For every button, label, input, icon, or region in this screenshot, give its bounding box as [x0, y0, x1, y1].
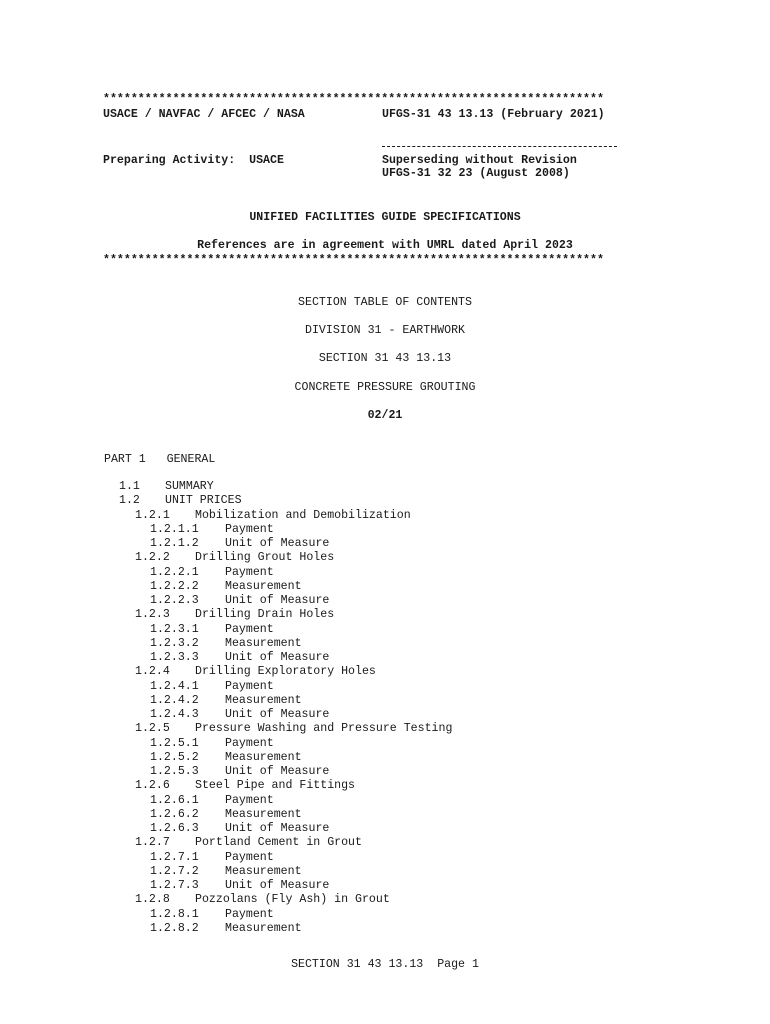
toc-entry-title: Unit of Measure — [225, 537, 330, 550]
toc-entry-number: 1.2.1.2 — [150, 537, 199, 550]
toc-entry-title: Pozzolans (Fly Ash) in Grout — [195, 893, 390, 907]
toc-entry-number: 1.2.3 — [135, 608, 170, 622]
toc-entry-number: 1.1 — [119, 480, 140, 493]
header-dashed-rule — [382, 146, 617, 147]
section-name-heading: CONCRETE PRESSURE GROUTING — [294, 381, 476, 394]
toc-entry-number: 1.2.7.1 — [150, 850, 199, 864]
toc-entry-number: 1.2.5.3 — [150, 765, 199, 778]
toc-entry-number: 1.2.5.1 — [150, 736, 199, 750]
preparing-activity-label: Preparing Activity: — [103, 154, 236, 167]
toc-entry-title: Payment — [225, 850, 274, 864]
toc-entry-title: Portland Cement in Grout — [195, 836, 362, 850]
part-number: PART 1 — [104, 453, 146, 466]
section-heading: SECTION 31 43 13.13 — [318, 352, 452, 365]
superseded-ufgs: UFGS-31 32 23 (August 2008) — [382, 167, 570, 180]
section-toc-heading: SECTION TABLE OF CONTENTS — [298, 296, 472, 309]
toc-entry-title: Measurement — [225, 693, 302, 707]
toc-entry-number: 1.2.6.1 — [150, 793, 199, 807]
toc-entry-title: Unit of Measure — [225, 594, 330, 607]
toc-entry-number: 1.2.2.3 — [150, 594, 199, 607]
toc-entry-number: 1.2.7.2 — [150, 864, 199, 878]
toc-entry-number: 1.2.1 — [135, 508, 170, 522]
superseding-note: Superseding without Revision — [382, 154, 577, 167]
header-top-stars: ************************************************************************ — [103, 93, 604, 106]
toc-entry-title: Payment — [225, 522, 274, 536]
toc-entry-title: Payment — [225, 679, 274, 693]
toc-entry-title: Payment — [225, 622, 274, 636]
toc-entry-title: Payment — [225, 907, 274, 921]
toc-entry-number: 1.2.4.2 — [150, 693, 199, 707]
toc-entry-number: 1.2.6.3 — [150, 822, 199, 835]
toc-entry-title: SUMMARY — [165, 480, 214, 493]
toc-entry-number: 1.2.3.2 — [150, 636, 199, 650]
toc-entry-title: Measurement — [225, 921, 302, 935]
toc-entry-title: Unit of Measure — [225, 822, 330, 835]
toc-entry-number: 1.2.1.1 — [150, 522, 199, 536]
footer-page: Page 1 — [437, 958, 479, 971]
toc-entry-number: 1.2.5 — [135, 722, 170, 736]
references-note: References are in agreement with UMRL dated April 2023 — [197, 239, 573, 252]
toc-entry-number: 1.2 — [119, 494, 140, 508]
toc-entry-number: 1.2.5.2 — [150, 750, 199, 764]
ufgs-number: UFGS-31 43 13.13 (February 2021) — [382, 108, 605, 121]
toc-entry-number: 1.2.7 — [135, 836, 170, 850]
document-title: UNIFIED FACILITIES GUIDE SPECIFICATIONS — [249, 211, 521, 224]
toc-entry-title: Unit of Measure — [225, 708, 330, 721]
toc-entry-title: Unit of Measure — [225, 651, 330, 664]
page-footer — [0, 958, 770, 972]
toc-entry-title: Steel Pipe and Fittings — [195, 779, 356, 793]
toc-entry-number: 1.2.4.1 — [150, 679, 199, 693]
toc-entry-title: Drilling Drain Holes — [195, 608, 335, 622]
toc-entry-title: Measurement — [225, 579, 302, 593]
toc-entry-title: Measurement — [225, 807, 302, 821]
division-heading: DIVISION 31 - EARTHWORK — [304, 324, 466, 337]
toc-entry-number: 1.2.6.2 — [150, 807, 199, 821]
toc-entry-number: 1.2.4.3 — [150, 708, 199, 721]
toc-entry-number: 1.2.7.3 — [150, 879, 199, 892]
toc-entry-title: Unit of Measure — [225, 765, 330, 778]
section-date: 02/21 — [367, 409, 403, 422]
part-title: GENERAL — [166, 453, 216, 466]
agencies-label: USACE / NAVFAC / AFCEC / NASA — [103, 108, 305, 121]
toc-entry-title: Payment — [225, 565, 274, 579]
part-heading — [104, 453, 215, 467]
toc-entry-number: 1.2.2.1 — [150, 565, 199, 579]
toc-entry-number: 1.2.2 — [135, 551, 170, 565]
preparing-activity — [103, 154, 284, 168]
toc-entry-number: 1.2.2.2 — [150, 579, 199, 593]
toc-entry-number: 1.2.8 — [135, 893, 170, 907]
toc-entry-title: Payment — [225, 736, 274, 750]
toc-entry-number: 1.2.6 — [135, 779, 170, 793]
toc-entry-number: 1.2.3.3 — [150, 651, 199, 664]
toc-entry-title: Measurement — [225, 864, 302, 878]
toc-entry-number: 1.2.4 — [135, 665, 170, 679]
toc-entry-number: 1.2.3.1 — [150, 622, 199, 636]
header-bottom-stars: ************************************************************************ — [103, 254, 604, 267]
toc-entry-title: Mobilization and Demobilization — [195, 508, 411, 522]
toc-entry-title: Payment — [225, 793, 274, 807]
toc-entry-number: 1.2.8.1 — [150, 907, 199, 921]
toc-entry-title: Pressure Washing and Pressure Testing — [195, 722, 453, 736]
footer-section: SECTION 31 43 13.13 — [291, 958, 424, 971]
preparing-activity-value: USACE — [249, 154, 284, 167]
toc-entry-title: UNIT PRICES — [165, 494, 242, 508]
toc-entry-number: 1.2.8.2 — [150, 921, 199, 935]
toc-entry-title: Measurement — [225, 636, 302, 650]
toc-entry-title: Unit of Measure — [225, 879, 330, 892]
toc-entry-title: Measurement — [225, 750, 302, 764]
toc-entry-title: Drilling Grout Holes — [195, 551, 335, 565]
toc-entry-title: Drilling Exploratory Holes — [195, 665, 376, 679]
